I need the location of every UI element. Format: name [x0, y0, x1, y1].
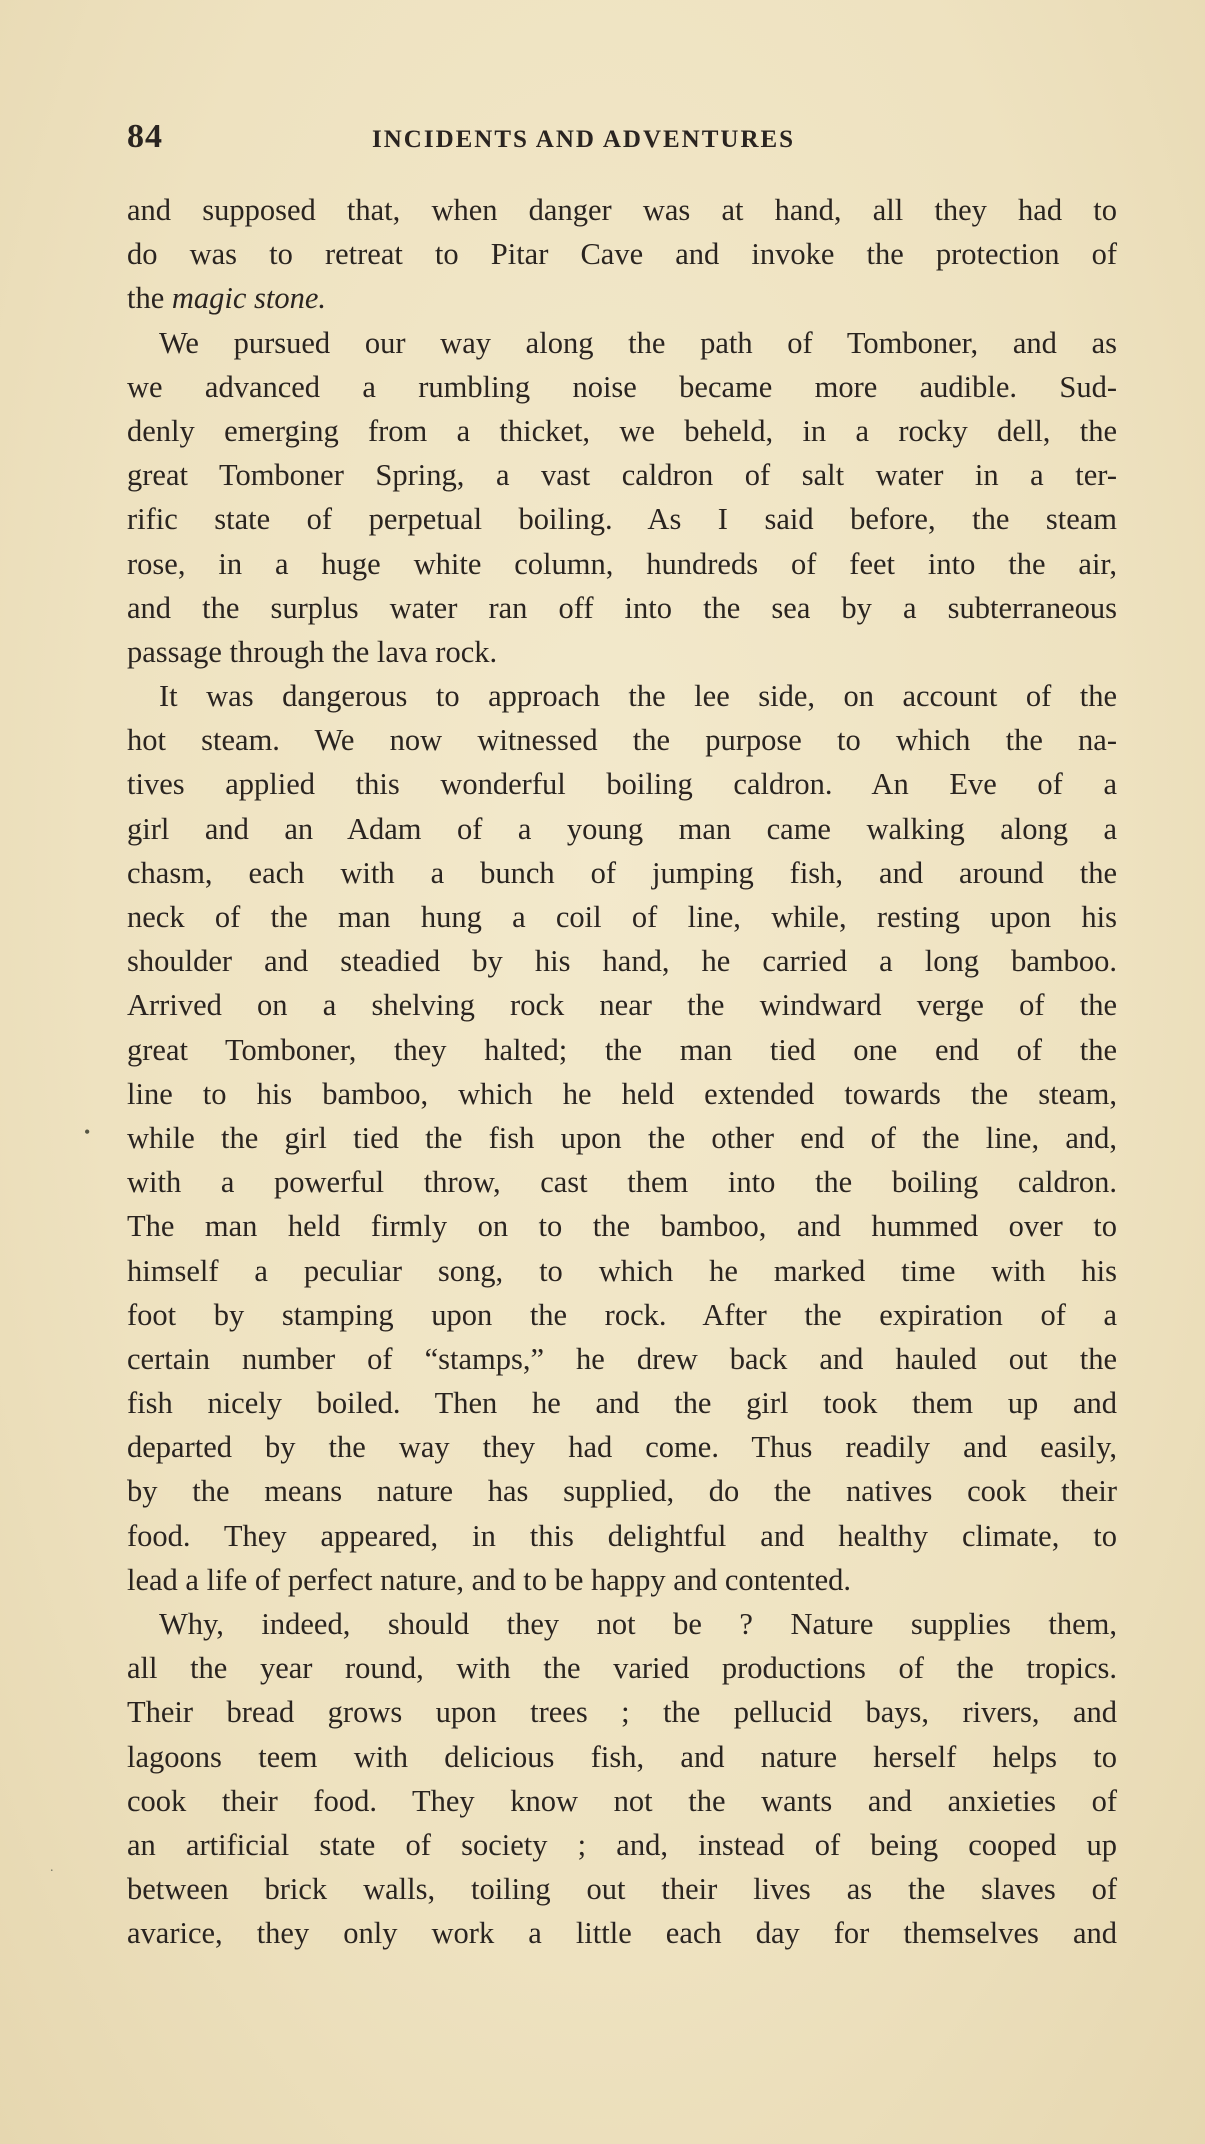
text-line: certain number of “stamps,” he drew back and hauled out the: [127, 1341, 1117, 1376]
text-line: girl and an Adam of a young man came walking along a: [127, 811, 1117, 846]
body-text: [127, 188, 1117, 1956]
text-line: [127, 276, 1117, 320]
text-line: rific state of perpetual boiling. As I said before, the steam: [127, 502, 1117, 537]
text-line: shoulder and steadied by his hand, he carried a long bamboo.: [127, 944, 1117, 979]
text-line: great Tomboner, they halted; the man tied one end of the: [127, 1032, 1117, 1067]
text-line: food. They appeared, in this delightful and healthy climate, to: [127, 1518, 1117, 1553]
text-line: lead a life of perfect nature, and to be happy and contented.: [127, 1562, 852, 1597]
text-line: and supposed that, when danger was at hand, all they had to: [127, 193, 1117, 227]
text-line: hot steam. We now witnessed the purpose to which the na-: [127, 723, 1117, 758]
text-line: passage through the lava rock.: [127, 634, 498, 669]
paragraph-start-line: Why, indeed, should they not be ? Nature supplies them,: [159, 1607, 1117, 1641]
text-line: and the surplus water ran off into the sea by a subterraneous: [127, 590, 1117, 625]
text-line: Arrived on a shelving rock near the windward verge of the: [127, 988, 1117, 1023]
text-line: an artificial state of society ; and, instead of being cooped up: [127, 1827, 1117, 1862]
text-line: with a powerful throw, cast them into the boiling caldron.: [127, 1165, 1117, 1200]
text-line: tives applied this wonderful boiling caldron. An Eve of a: [127, 767, 1117, 802]
text-line: neck of the man hung a coil of line, while, resting upon his: [127, 900, 1117, 934]
page-header: [127, 118, 1117, 162]
text-line: rose, in a huge white column, hundreds of feet into the air,: [127, 546, 1117, 581]
text-line: avarice, they only work a little each day for themselves and: [127, 1916, 1117, 1951]
text-line: The man held firmly on to the bamboo, and hummed over to: [127, 1209, 1117, 1244]
text-line: by the means nature has supplied, do the natives cook their: [127, 1474, 1117, 1509]
text-line: between brick walls, toiling out their lives as the slaves of: [127, 1872, 1117, 1907]
text-line: chasm, each with a bunch of jumping fish, and around the: [127, 855, 1117, 890]
paragraph-start-line: We pursued our way along the path of Tomboner, and as: [159, 325, 1117, 360]
running-title: INCIDENTS AND ADVENTURES: [372, 126, 796, 153]
text-line: line to his bamboo, which he held extended towards the steam,: [127, 1076, 1117, 1111]
text-line: departed by the way they had come. Thus readily and easily,: [127, 1430, 1117, 1465]
page-number: 84: [127, 118, 163, 155]
paragraph-start-line: It was dangerous to approach the lee side, on account of the: [159, 679, 1117, 714]
text-line: all the year round, with the varied productions of the tropics.: [127, 1651, 1117, 1686]
text-line: while the girl tied the fish upon the other end of the line, and,: [127, 1120, 1117, 1155]
text-line: Their bread grows upon trees ; the pellucid bays, rivers, and: [127, 1695, 1117, 1730]
text-line: lagoons teem with delicious fish, and nature herself helps to: [127, 1739, 1117, 1774]
text-line: foot by stamping upon the rock. After the expiration of a: [127, 1297, 1117, 1332]
text-line: great Tomboner Spring, a vast caldron of salt water in a ter-: [127, 458, 1117, 493]
text-line: cook their food. They know not the wants and anxieties of: [127, 1783, 1117, 1818]
italic-phrase: magic stone.: [171, 281, 327, 316]
text-line: do was to retreat to Pitar Cave and invoke the protection of: [127, 237, 1117, 272]
text-line: denly emerging from a thicket, we beheld, in a rocky dell, the: [127, 413, 1117, 448]
text-line-start: the: [127, 281, 165, 316]
margin-dot: .: [50, 1860, 54, 1875]
text-line: himself a peculiar song, to which he marked time with his: [127, 1253, 1117, 1288]
margin-mark: •: [84, 1122, 91, 1142]
text-line: fish nicely boiled. Then he and the girl took them up and: [127, 1386, 1117, 1421]
text-line: we advanced a rumbling noise became more audible. Sud-: [127, 369, 1117, 404]
